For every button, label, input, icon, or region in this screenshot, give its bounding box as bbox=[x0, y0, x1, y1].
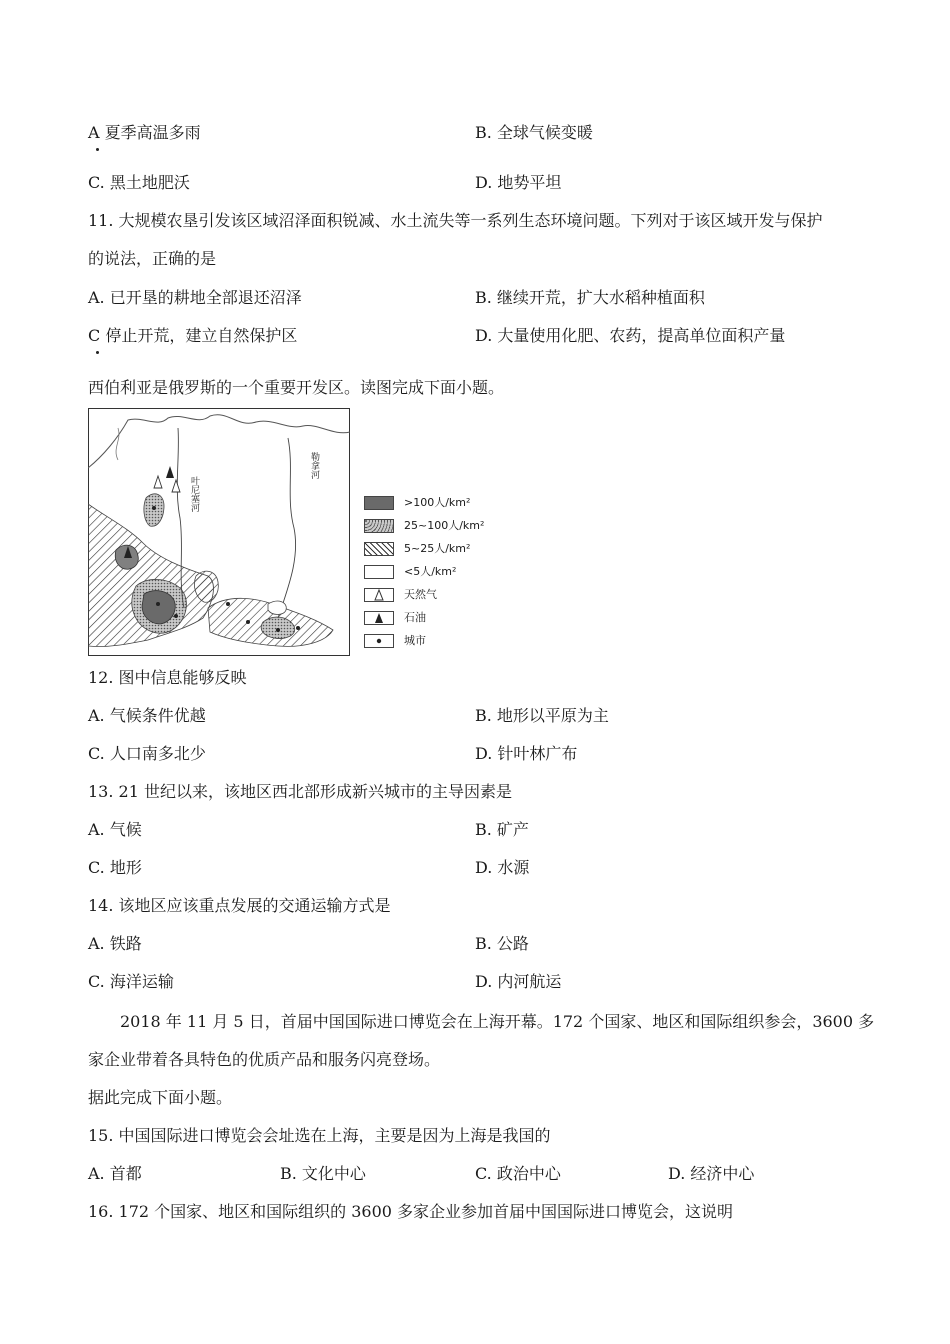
siberia-intro: 西伯利亚是俄罗斯的一个重要开发区。读图完成下面小题。 bbox=[88, 378, 505, 397]
q11-stem-line2: 的说法，正确的是 bbox=[88, 249, 217, 268]
legend-label: 5~25人/km² bbox=[404, 542, 471, 555]
expo-passage-line1: 2018 年 11 月 5 日，首届中国国际进口博览会在上海开幕。172 个国家、地区和国际组织参会，3600 多 bbox=[120, 1012, 875, 1031]
legend-swatch-gas bbox=[364, 588, 394, 602]
q10-option-b: B. 全球气候变暖 bbox=[475, 123, 593, 142]
q14-option-c: C. 海洋运输 bbox=[88, 972, 174, 991]
legend-label: <5人/km² bbox=[404, 565, 457, 578]
q12-option-d: D. 针叶林广布 bbox=[475, 744, 578, 763]
legend-item bbox=[362, 519, 502, 535]
expo-passage-line2: 家企业带着各具特色的优质产品和服务闪亮登场。 bbox=[88, 1050, 441, 1069]
legend-item bbox=[362, 634, 502, 650]
city-icon bbox=[152, 506, 156, 510]
legend-swatch-oil bbox=[364, 611, 394, 625]
q15-stem: 15. 中国国际进口博览会会址选在上海，主要是因为上海是我国的 bbox=[88, 1126, 551, 1145]
legend-label: >100人/km² bbox=[404, 496, 471, 509]
expo-passage-line3: 据此完成下面小题。 bbox=[88, 1088, 233, 1107]
q14-option-a: A. 铁路 bbox=[88, 934, 142, 953]
q11-stem-line1: 11. 大规模农垦引发该区域沼泽面积锐减、水土流失等一系列生态环境问题。下列对于该区域开发与保护 bbox=[88, 211, 823, 230]
oil-icon bbox=[365, 612, 393, 624]
q14-option-b: B. 公路 bbox=[475, 934, 529, 953]
q10-option-d: D. 地势平坦 bbox=[475, 173, 562, 192]
q11-option-d: D. 大量使用化肥、农药，提高单位面积产量 bbox=[475, 326, 786, 345]
q13-stem: 13. 21 世纪以来，该地区西北部形成新兴城市的主导因素是 bbox=[88, 782, 512, 801]
legend-item bbox=[362, 542, 502, 558]
q15-option-b: B. 文化中心 bbox=[280, 1164, 366, 1183]
q12-option-b: B. 地形以平原为主 bbox=[475, 706, 609, 725]
legend-swatch-city bbox=[364, 634, 394, 648]
legend-item bbox=[362, 588, 502, 604]
q11-option-c: C 停止开荒，建立自然保护区 bbox=[88, 326, 298, 345]
q16-stem: 16. 172 个国家、地区和国际组织的 3600 多家企业参加首届中国国际进口博览会，这说明 bbox=[88, 1202, 734, 1221]
emphasis-dot bbox=[96, 351, 99, 354]
q15-option-c: C. 政治中心 bbox=[475, 1164, 561, 1183]
q14-option-d: D. 内河航运 bbox=[475, 972, 562, 991]
q12-stem: 12. 图中信息能够反映 bbox=[88, 668, 247, 687]
q10-option-c: C. 黑土地肥沃 bbox=[88, 173, 190, 192]
legend-label: 石油 bbox=[404, 611, 426, 624]
legend-swatch-dotted bbox=[364, 519, 394, 533]
legend-item bbox=[362, 496, 502, 512]
gas-icon bbox=[365, 589, 393, 601]
q12-option-c: C. 人口南多北少 bbox=[88, 744, 206, 763]
city-icon bbox=[246, 620, 250, 624]
city-icon bbox=[226, 602, 230, 606]
q12-option-a: A. 气候条件优越 bbox=[88, 706, 206, 725]
q15-option-a: A. 首都 bbox=[88, 1164, 142, 1183]
legend-item bbox=[362, 611, 502, 627]
q13-option-b: B. 矿产 bbox=[475, 820, 529, 839]
city-icon bbox=[296, 626, 300, 630]
city-icon bbox=[365, 635, 393, 647]
siberia-population-map bbox=[88, 408, 350, 656]
q15-option-d: D. 经济中心 bbox=[668, 1164, 755, 1183]
river-label-yenisei: 叶尼塞河 bbox=[189, 476, 199, 512]
q11-option-b: B. 继续开荒，扩大水稻种植面积 bbox=[475, 288, 705, 307]
q13-option-d: D. 水源 bbox=[475, 858, 530, 877]
q14-stem: 14. 该地区应该重点发展的交通运输方式是 bbox=[88, 896, 391, 915]
emphasis-dot bbox=[96, 148, 99, 151]
city-icon bbox=[276, 628, 280, 632]
city-icon bbox=[156, 602, 160, 606]
legend-item bbox=[362, 565, 502, 581]
q13-option-c: C. 地形 bbox=[88, 858, 142, 877]
q10-option-a: A 夏季高温多雨 bbox=[88, 123, 201, 142]
legend-label: 城市 bbox=[404, 634, 426, 647]
legend-swatch-hatched bbox=[364, 542, 394, 556]
legend-label: 天然气 bbox=[404, 588, 437, 601]
city-icon bbox=[174, 614, 178, 618]
q13-option-a: A. 气候 bbox=[88, 820, 142, 839]
legend-swatch-dense bbox=[364, 496, 394, 510]
q11-option-a: A. 已开垦的耕地全部退还沼泽 bbox=[88, 288, 302, 307]
legend-label: 25~100人/km² bbox=[404, 519, 485, 532]
river-label-lena: 勒拿河 bbox=[309, 452, 319, 479]
legend-swatch-blank bbox=[364, 565, 394, 579]
